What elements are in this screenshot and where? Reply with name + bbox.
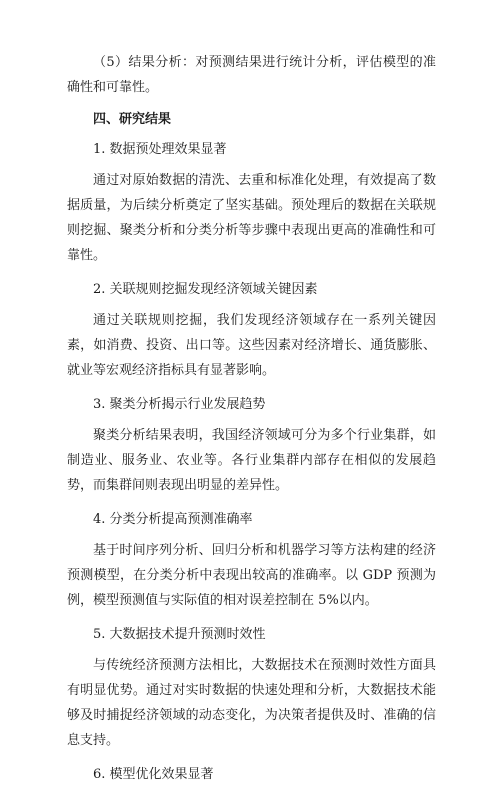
result-item-body: 聚类分析结果表明，我国经济领域可分为多个行业集群，如制造业、服务业、农业等。各行业集群内部存在相似的发展趋势，而集群间则表现出明显的差异性。 <box>67 428 436 493</box>
result-item-5 <box>67 622 436 753</box>
result-item-4 <box>67 507 436 613</box>
result-item-body: 基于时间序列分析、回归分析和机器学习等方法构建的经济预测模型，在分类分析中表现出较高的准确率。以 GDP 预测为例，模型预测值与实际值的相对误差控制在 5%以内。 <box>67 543 436 608</box>
result-item-2 <box>67 277 436 383</box>
result-item-heading: 6. 模型优化效果显著 <box>93 767 214 782</box>
section-heading: 四、研究结果 <box>93 112 172 127</box>
result-item-heading: 4. 分类分析提高预测准确率 <box>93 512 253 527</box>
result-item-heading: 1. 数据预处理效果显著 <box>93 142 227 157</box>
result-item-body: 与传统经济预测方法相比，大数据技术在预测时效性方面具有明显优势。通过对实时数据的快速处理和分析，大数据技术能够及时捕捉经济领域的动态变化，为决策者提供及时、准确的信息支持。 <box>67 658 436 748</box>
result-item-1 <box>67 137 436 268</box>
result-item-3 <box>67 392 436 498</box>
result-item-heading: 5. 大数据技术提升预测时效性 <box>93 627 266 642</box>
result-item-body: 通过关联规则挖掘，我们发现经济领域存在一系列关键因素，如消费、投资、出口等。这些因素对经济增长、通货膨胀、就业等宏观经济指标具有显著影响。 <box>67 313 436 378</box>
result-item-heading: 3. 聚类分析揭示行业发展趋势 <box>93 397 266 412</box>
result-item-heading: 2. 关联规则挖掘发现经济领域关键因素 <box>93 282 318 297</box>
result-item-body: 通过对原始数据的清洗、去重和标准化处理，有效提高了数据质量，为后续分析奠定了坚实基础。预处理后的数据在关联规则挖掘、聚类分析和分类分析等步骤中表现出更高的准确性和可靠性。 <box>67 173 436 263</box>
result-item-6 <box>67 762 436 787</box>
intro-paragraph: （5）结果分析：对预测结果进行统计分析，评估模型的准确性和可靠性。 <box>67 55 436 95</box>
